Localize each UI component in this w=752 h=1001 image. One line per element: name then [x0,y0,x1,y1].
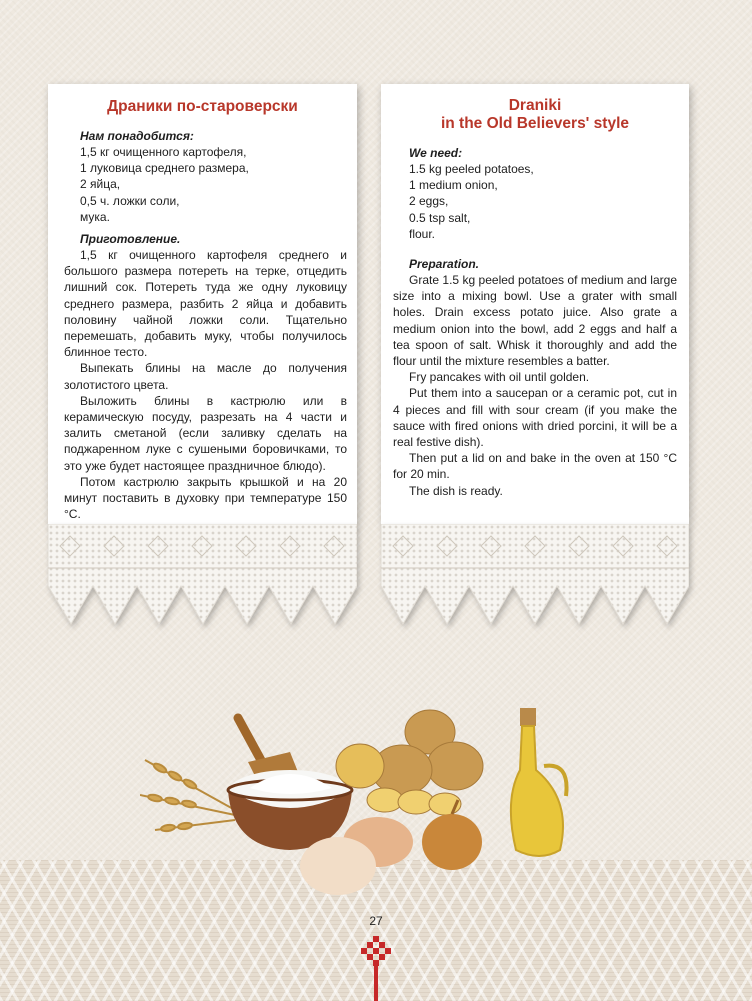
step-ru: Выложить блины в кастрюлю или в керамическую посуду, разрезать на 4 части и залить сметаной (если заливку сделать на поджаренном луке с сушеными боровичками, то это уже будет настоящее праздничное блюдо). [64,393,347,473]
recipe-card-russian [48,84,357,524]
step-en: Then put a lid on and bake in the oven at 150 °C for 20 min. [393,451,677,482]
preparation-heading-en: Preparation. [409,257,480,272]
wheat-icon [140,760,235,832]
ingredients-heading-ru: Нам понадобится: [80,129,194,143]
step-ru: Потом кастрюлю закрыть крышкой и на 20 минут поставить в духовку при температуре 150 °С. [64,474,347,522]
ingredient-ru: 1,5 кг очищенного картофеля, [80,145,247,159]
ingredient-ru: 1 луковица среднего размера, [80,161,249,176]
step-en: Put them into a saucepan or a ceramic pot, cut in 4 pieces and fill with sour cream (if you make the sauce with fired onions with dried porcini, it will be a real festive dish). [393,386,677,450]
step-en: Grate 1.5 kg peeled potatoes of medium and large size into a mixing bowl. Use a grater with small holes. Drain excess potato juice. Also grate a medium onion into the bowl, add 2 eggs and half a tea spoon of salt. Whisk it thoroughly and add the flour until the mixture resembles a batter. [393,273,677,369]
oil-bottle-icon [511,708,567,856]
lace-border-left [48,524,357,628]
potatoes-icon [336,710,483,815]
ingredients-heading-en: We need: [409,146,463,160]
recipe-title-ru: Драники по-староверски [107,98,298,115]
ingredient-ru: 2 яйца, [80,177,121,192]
onion-icon [422,800,482,870]
step-ru: Выпекать блины на масле до получения золотистого цвета. [64,361,347,392]
recipe-card-english [381,84,689,524]
ingredient-ru: 0,5 ч. ложки соли, [80,193,180,208]
ingredients-illustration [140,700,580,900]
preparation-heading-ru: Приготовление. [80,232,181,247]
lace-border-right [381,524,689,628]
ornament-icon [361,936,391,1001]
ingredient-en: flour. [409,226,436,241]
ingredient-en: 0.5 tsp salt, [409,210,471,225]
ingredient-en: 1 medium onion, [409,178,498,193]
ingredient-en: 1.5 kg peeled potatoes, [409,162,534,176]
ingredient-ru: мука. [80,209,110,224]
step-ru: 1,5 кг очищенного картофеля среднего и большого размера потереть на терке, отцедить лишний сок. Потереть туда же одну луковицу среднего размера, разбить 2 яйца и добавить половину чайной ложки соли. Тщательно перемешать, добавить муку, чтобы получилось блинное тесто. [64,248,347,360]
step-en: The dish is ready. [409,483,503,498]
recipe-title-en [393,97,677,133]
recipe-title-en-line1: Draniki [508,97,562,114]
ingredient-en: 2 eggs, [409,194,449,209]
recipe-title-en-line2: in the Old Believers' style [440,115,630,132]
step-en: Fry pancakes with oil until golden. [409,370,590,385]
page-number: 27 [369,914,383,928]
